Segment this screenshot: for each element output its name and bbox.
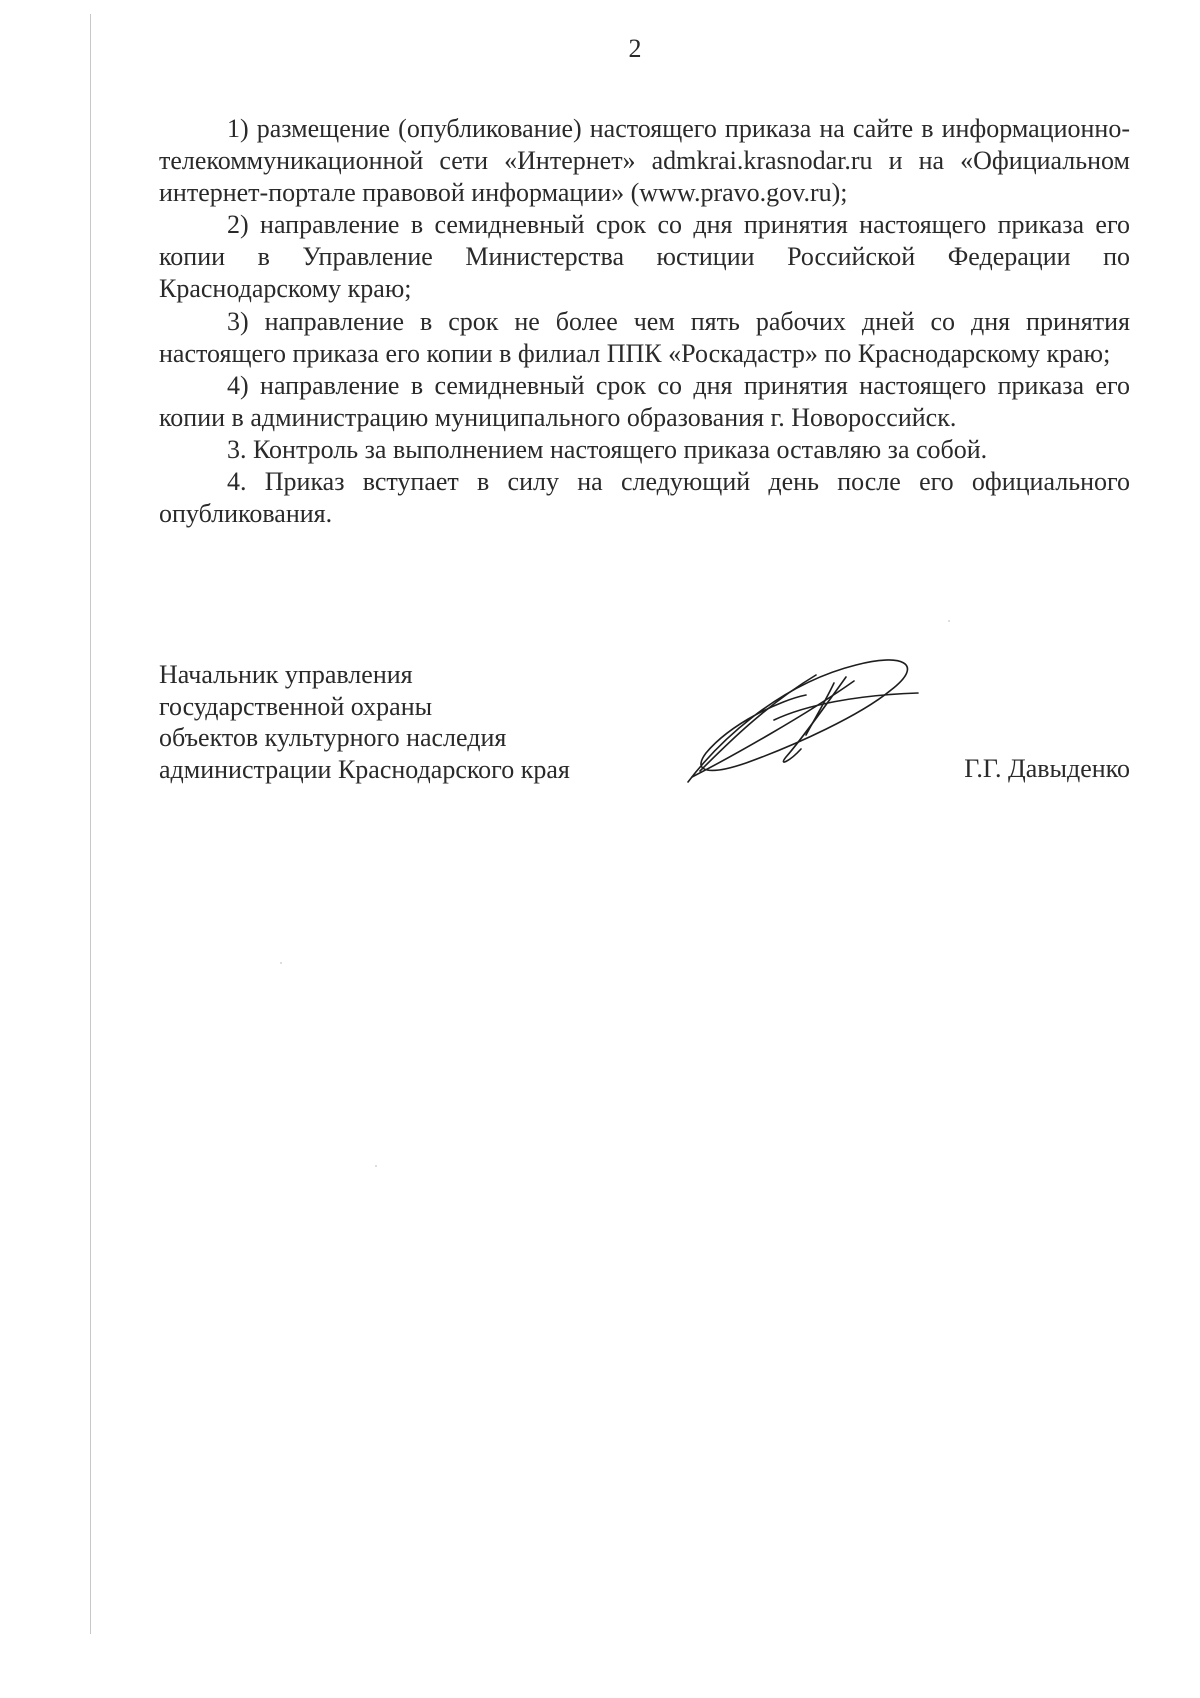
scan-speck xyxy=(280,962,282,964)
signer-name: Г.Г. Давыденко xyxy=(964,754,1130,783)
position-line: объектов культурного наследия xyxy=(159,723,507,752)
scan-edge-line xyxy=(90,14,91,1634)
paragraph-item-2: 2) направление в семидневный срок со дня принятия настоящего приказа его копии в Управление Министерства юстиции Российской Федерации по Краснодарскому краю; xyxy=(159,210,1130,304)
position-line: государственной охраны xyxy=(159,691,433,721)
position-line: Начальник управления xyxy=(159,660,413,689)
signature-block xyxy=(159,659,1130,799)
page-number: 2 xyxy=(628,34,642,63)
paragraph-item-3: 3) направление в срок не более чем пять рабочих дней со дня принятия настоящего приказа его копии в филиал ППК «Роскадастр» по Краснодарскому краю; xyxy=(159,306,1130,368)
paragraph-item-4: 4) направление в семидневный срок со дня принятия настоящего приказа его копии в администрацию муниципального образования г. Новороссийск. xyxy=(159,370,1130,432)
signer-position xyxy=(159,659,570,785)
scan-speck xyxy=(948,620,950,622)
scan-speck xyxy=(375,1165,377,1167)
position-line: администрации Краснодарского края xyxy=(159,754,570,784)
handwritten-signature xyxy=(686,645,926,785)
paragraph-item-1: 1) размещение (опубликование) настоящего приказа на сайте в информационно-телекоммуникационной сети «Интернет» admkrai.krasnodar.ru и на «Официальном интернет-портале правовой информации» (www.pravo.gov.ru); xyxy=(159,114,1130,208)
paragraph-clause-3: 3. Контроль за выполнением настоящего приказа оставляю за собой. xyxy=(227,434,988,464)
document-body xyxy=(159,113,1130,530)
paragraph-clause-4: 4. Приказ вступает в силу на следующий день после его официального опубликования. xyxy=(159,467,1130,529)
